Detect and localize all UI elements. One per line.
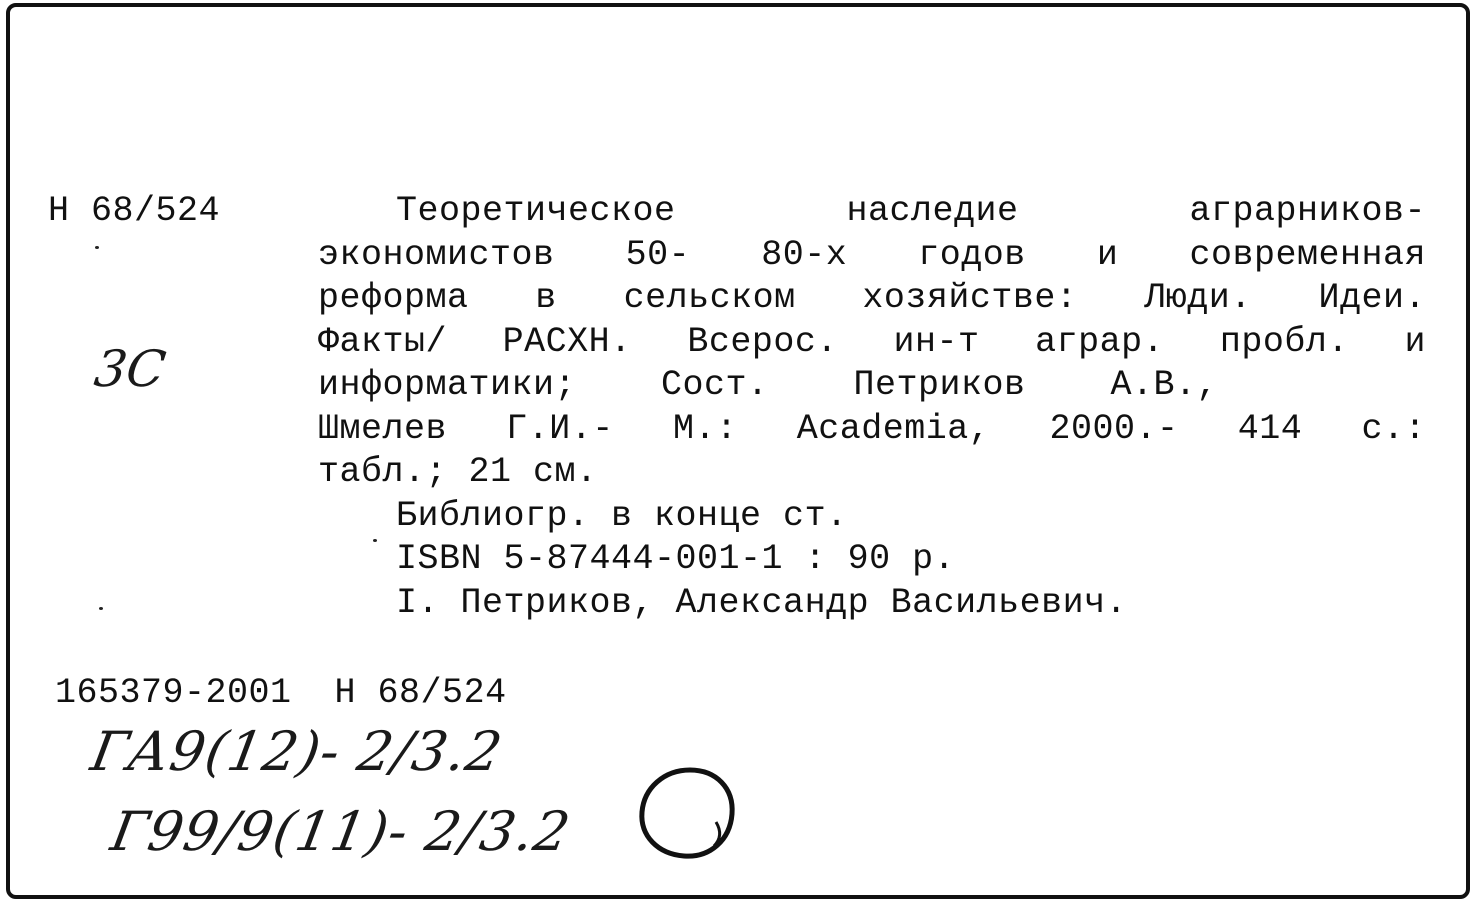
handwritten-mark: 3С: [90, 340, 170, 398]
speck: [95, 246, 99, 249]
entry-line-2: экономистов 50- 80-х годов и современная: [318, 234, 1426, 275]
entry-line-3: реформа в сельском хозяйстве: Люди. Идеи.: [318, 278, 1426, 318]
speck: [373, 539, 377, 542]
speck: [99, 607, 103, 610]
shelf-mark: Н 68/524: [48, 191, 221, 231]
entry-line-6: Шмелев Г.И.- М.: Academia, 2000.- 414 с.:: [318, 408, 1426, 449]
added-entry-note: I. Петриков, Александр Васильевич.: [396, 582, 1128, 623]
entry-line-4: Факты/ РАСХН. Всерос. ин-т аграр. пробл. и: [318, 321, 1426, 362]
entry-line-5: информатики; Сост. Петриков А.В.,: [318, 365, 1218, 405]
handwritten-classification-2: Г99/9(11)- 2/3.2: [106, 800, 576, 863]
hand-drawn-circle-icon: [630, 762, 742, 866]
entry-line-1: Теоретическое наследие аграрников-: [396, 191, 1426, 231]
entry-line-7: табл.; 21 см.: [318, 452, 598, 492]
bibliography-note: Библиогр. в конце ст.: [396, 495, 848, 536]
isbn-note: ISBN 5-87444-001-1 : 90 р.: [396, 539, 956, 579]
accession-number: 165379-2001 Н 68/524: [55, 673, 507, 713]
entry-body: [318, 190, 1426, 625]
handwritten-classification-1: ГА9(12)- 2/3.2: [86, 720, 508, 783]
